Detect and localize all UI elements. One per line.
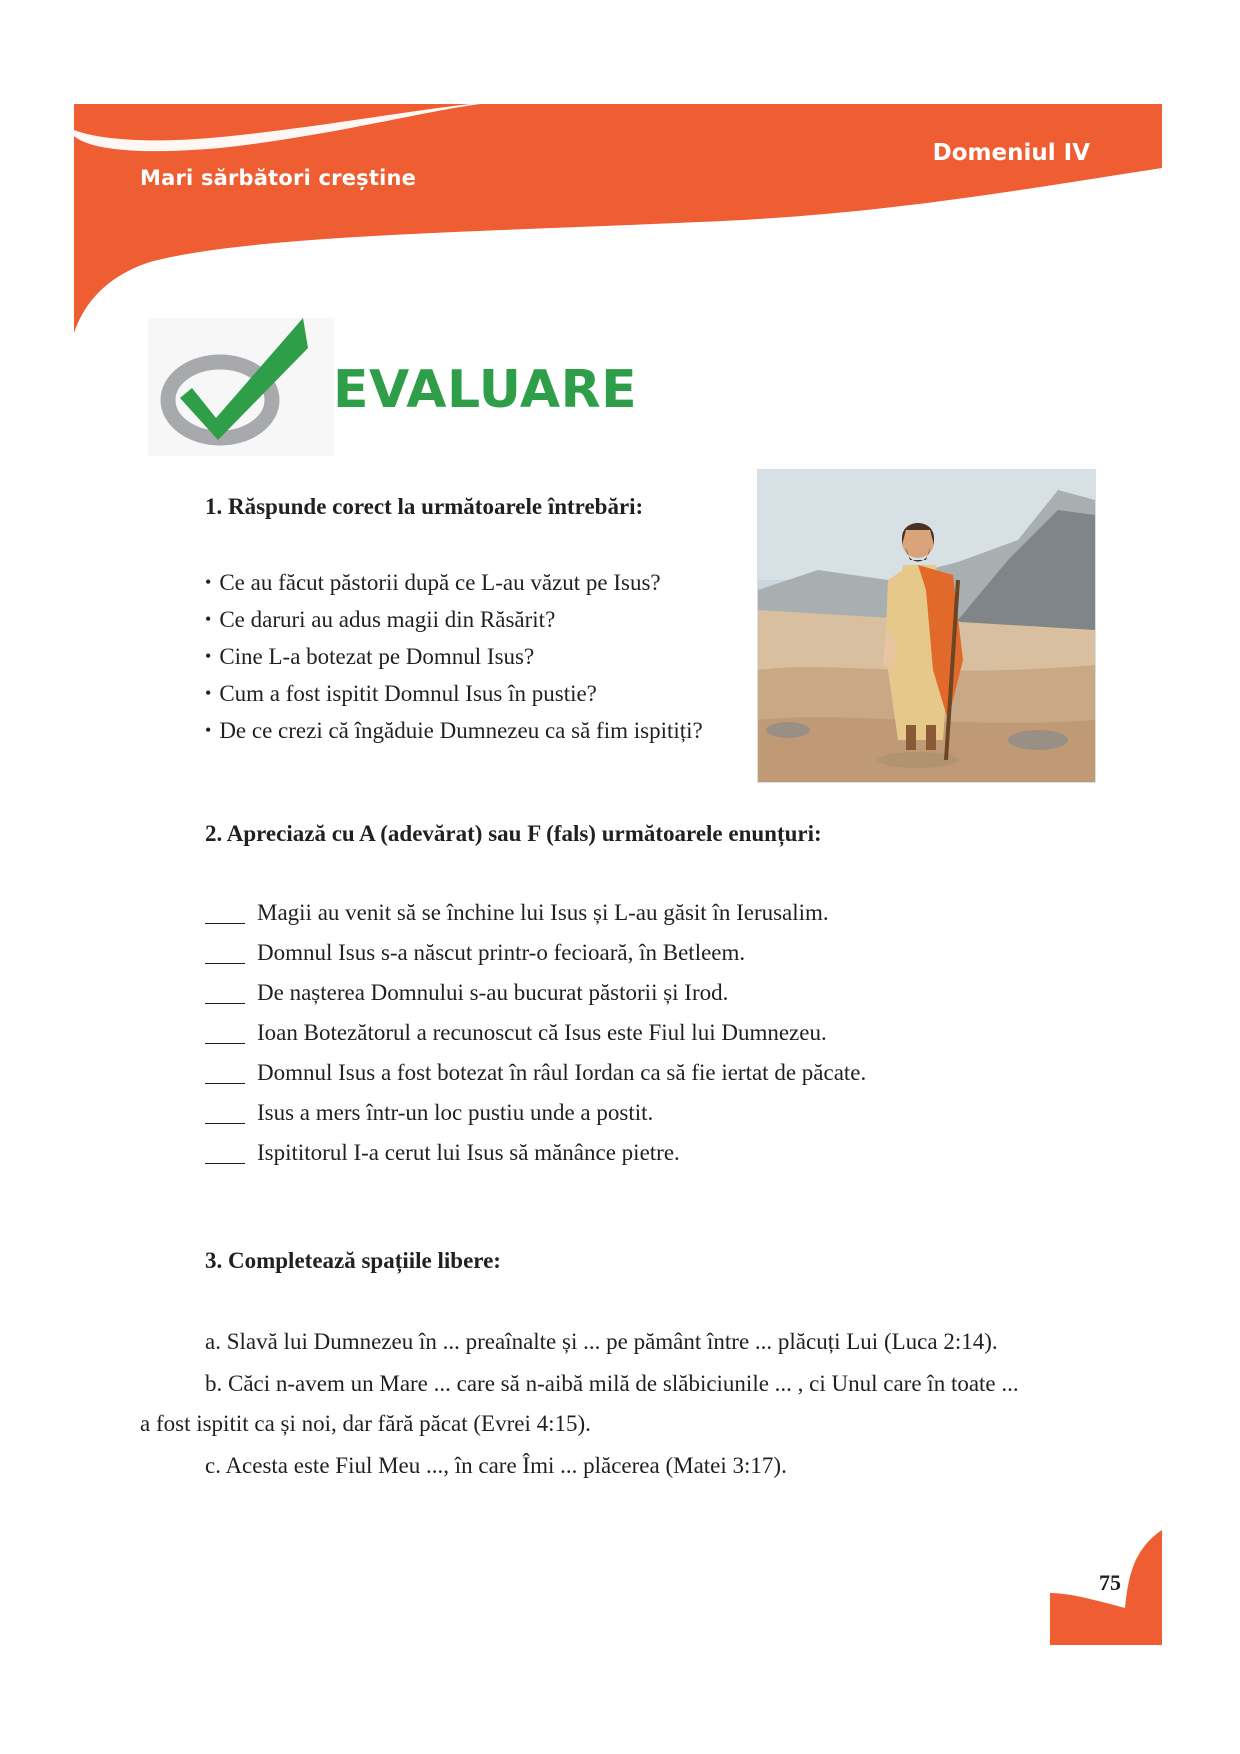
list-item bbox=[205, 1053, 866, 1093]
list-item: • De ce crezi că îngăduie Dumnezeu ca să fim ispitiți? bbox=[205, 712, 703, 749]
statement-text: Ioan Botezătorul a recunoscut că Isus este Fiul lui Dumnezeu. bbox=[257, 1020, 827, 1045]
checkmark-circle-icon bbox=[148, 318, 334, 456]
list-item: • Ce daruri au adus magii din Răsărit? bbox=[205, 601, 703, 638]
fill-line-a: a. Slavă lui Dumnezeu în ... preaînalte și ... pe pământ între ... plăcuți Lui (Luca 2:14). bbox=[205, 1329, 998, 1354]
evaluation-title: EVALUARE bbox=[333, 360, 638, 420]
question2-list bbox=[205, 893, 866, 1173]
question1-list bbox=[205, 564, 703, 749]
domain-label: Domeniul IV bbox=[932, 140, 1090, 166]
list-item: • Cum a fost ispitit Domnul Isus în pustie? bbox=[205, 675, 703, 712]
answer-blank[interactable] bbox=[205, 1101, 245, 1124]
list-item bbox=[205, 1093, 866, 1133]
answer-blank[interactable] bbox=[205, 901, 245, 924]
page-number: 75 bbox=[1099, 1570, 1121, 1595]
list-item bbox=[205, 1013, 866, 1053]
fill-line-b2: a fost ispitit ca și noi, dar fără păcat (Evrei 4:15). bbox=[140, 1411, 591, 1436]
statement-text: Ispititorul I-a cerut lui Isus să mănânce pietre. bbox=[257, 1140, 680, 1165]
answer-blank[interactable] bbox=[205, 981, 245, 1004]
question3-heading: 3. Completează spațiile libere: bbox=[205, 1248, 501, 1273]
answer-blank[interactable] bbox=[205, 1061, 245, 1084]
list-item bbox=[205, 1133, 866, 1173]
section-title: Mari sărbători creștine bbox=[140, 166, 417, 190]
question2-heading: 2. Apreciază cu A (adevărat) sau F (fals) următoarele enunțuri: bbox=[205, 821, 822, 846]
list-item: • Cine L-a botezat pe Domnul Isus? bbox=[205, 638, 703, 675]
fill-line-b1: b. Căci n-avem un Mare ... care să n-aibă milă de slăbiciunile ... , ci Unul care în toate ... bbox=[205, 1371, 1019, 1396]
list-item bbox=[205, 973, 866, 1013]
list-item bbox=[205, 933, 866, 973]
statement-text: Domnul Isus a fost botezat în râul Iordan ca să fie iertat de păcate. bbox=[257, 1060, 867, 1085]
question1-heading: 1. Răspunde corect la următoarele întrebări: bbox=[205, 494, 644, 519]
statement-text: Magii au venit să se închine lui Isus și L-au găsit în Ierusalim. bbox=[257, 900, 829, 925]
statement-text: Domnul Isus s-a născut printr-o fecioară, în Betleem. bbox=[257, 940, 746, 965]
jesus-walking-desert-illustration bbox=[757, 469, 1096, 783]
statement-text: Isus a mers într-un loc pustiu unde a postit. bbox=[257, 1100, 654, 1125]
answer-blank[interactable] bbox=[205, 1021, 245, 1044]
fill-line-c: c. Acesta este Fiul Meu ..., în care Îmi ... plăcerea (Matei 3:17). bbox=[205, 1453, 787, 1478]
answer-blank[interactable] bbox=[205, 1141, 245, 1164]
list-item bbox=[205, 893, 866, 933]
answer-blank[interactable] bbox=[205, 941, 245, 964]
statement-text: De nașterea Domnului s-au bucurat păstorii și Irod. bbox=[257, 980, 729, 1005]
list-item: • Ce au făcut păstorii după ce L-au văzut pe Isus? bbox=[205, 564, 703, 601]
header-banner bbox=[0, 0, 1240, 360]
